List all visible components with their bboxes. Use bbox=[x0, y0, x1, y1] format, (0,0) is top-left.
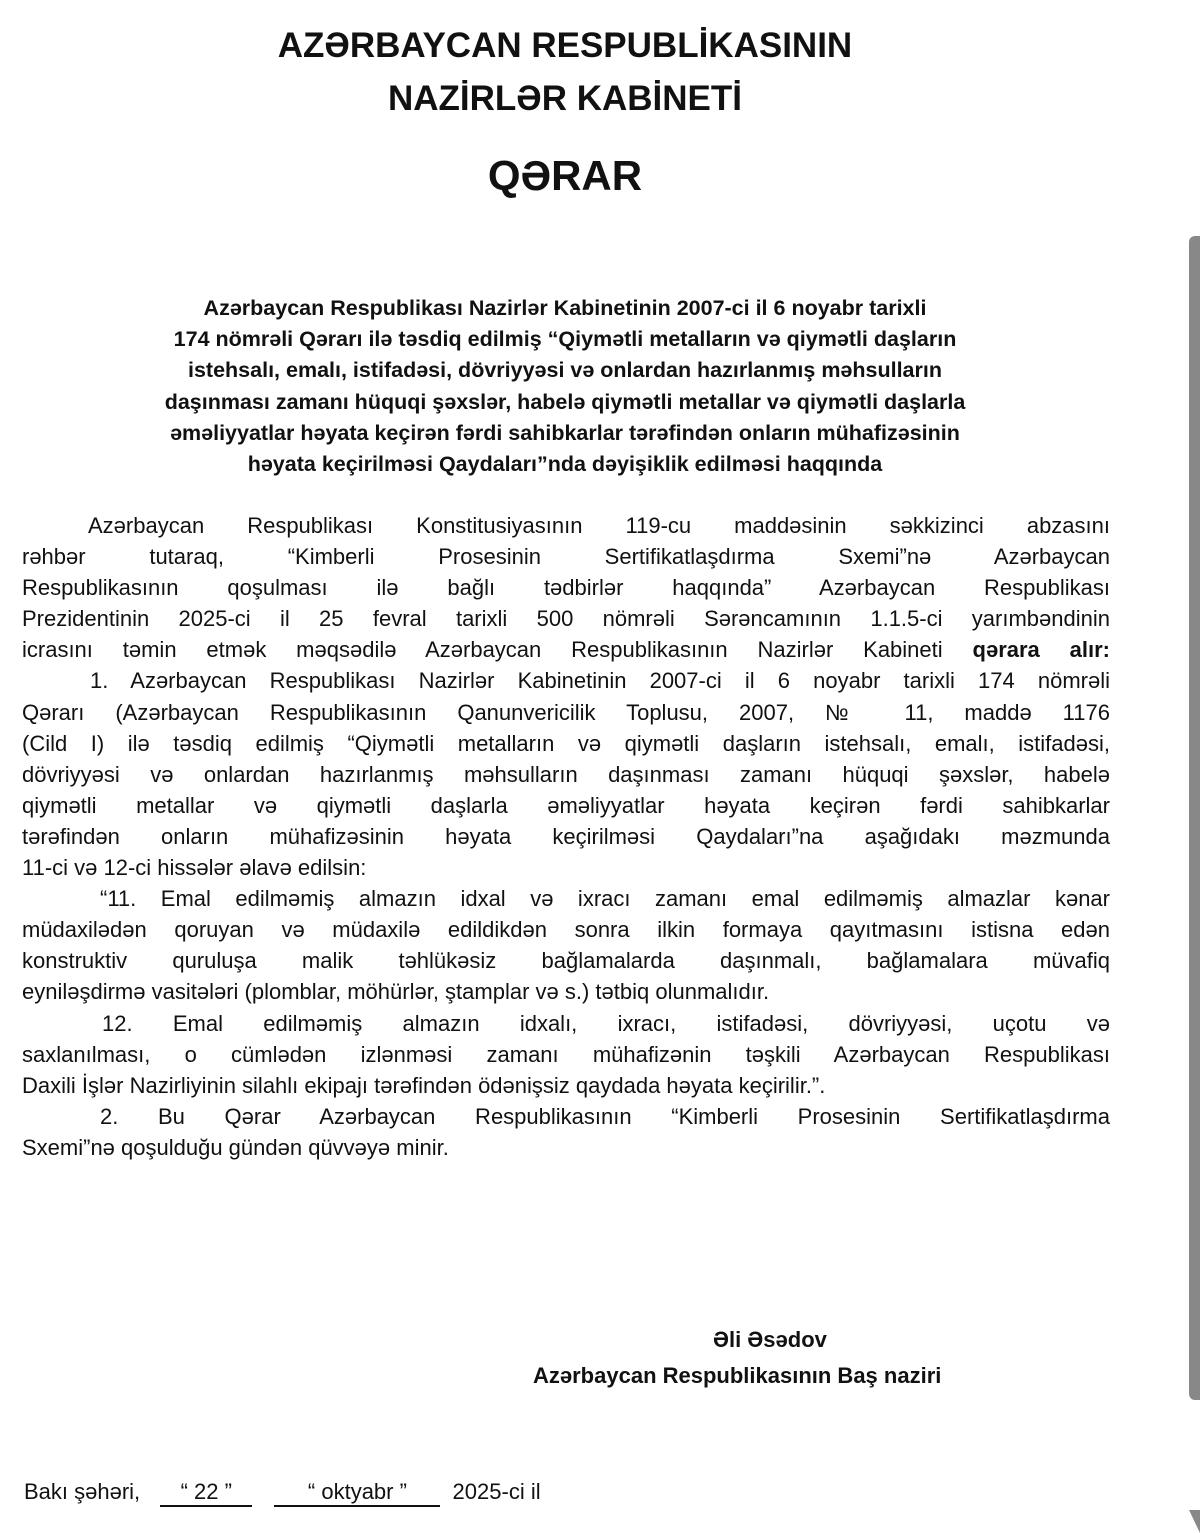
clause-11-line: konstruktiv quruluşa malik təhlükəsiz bağlamalarda daşınmalı, bağlamalara müvafiq bbox=[22, 948, 1110, 974]
document-body bbox=[22, 510, 1110, 1163]
subject-line: istehsalı, emalı, istifadəsi, dövriyyəsi və onlardan hazırlanmış məhsulların bbox=[188, 358, 942, 383]
item-1-line: tərəfindən onların mühafizəsinin həyata keçirilməsi Qaydaları”na aşağıdakı məzmunda bbox=[22, 823, 1110, 849]
date-month: “ oktyabr ” bbox=[274, 1479, 440, 1507]
clause-12-line: 12. Emal edilməmiş almazın idxalı, ixracı, istifadəsi, dövriyyəsi, uçotu və bbox=[102, 1010, 1110, 1036]
clause-11-line: müdaxilədən qoruyan və müdaxilə edildikdən sonra ilkin formaya qayıtmasını istisna edən bbox=[22, 917, 1110, 943]
subject-line: əməliyyatlar həyata keçirən fərdi sahibkarlar tərəfindən onların mühafizəsinin bbox=[170, 420, 960, 445]
item-2-line: Sxemi”nə qoşulduğu gündən qüvvəyə minir. bbox=[22, 1134, 449, 1160]
item-1-line: dövriyyəsi və onlardan hazırlanmış məhsulların daşınması zamanı hüquqi şəxslər, habelə bbox=[22, 761, 1110, 787]
preamble-line: Respublikasının qoşulması ilə bağlı tədbirlər haqqında” Azərbaycan Respublikası bbox=[22, 575, 1110, 601]
clause-12-line: Daxili İşlər Nazirliyinin silahlı ekipajı tərəfindən ödənişsiz qaydada həyata keçirilir.”. bbox=[22, 1072, 826, 1098]
item-2-line: 2. Bu Qərar Azərbaycan Respublikasının “Kimberli Prosesinin Sertifikatlaşdırma bbox=[100, 1103, 1110, 1129]
subject-line: Azərbaycan Respublikası Nazirlər Kabinetinin 2007-ci il 6 noyabr tarixli bbox=[203, 296, 927, 320]
document-type: QƏRAR bbox=[487, 152, 643, 199]
preamble-line: icrasını təmin etmək məqsədilə Azərbaycan Respublikasının Nazirlər Kabineti bbox=[22, 637, 943, 663]
scrollbar-thumb[interactable] bbox=[1189, 236, 1200, 1400]
scroll-down-arrow-icon[interactable] bbox=[1189, 1510, 1200, 1533]
item-1-line: 11-ci və 12-ci hissələr əlavə edilsin: bbox=[22, 855, 367, 881]
clause-11-line: eyniləşdirmə vasitələri (plomblar, möhürlər, ştamplar və s.) tətbiq olunmalıdır. bbox=[22, 979, 770, 1005]
item-1-line: 1. Azərbaycan Respublikası Nazirlər Kabinetinin 2007-ci il 6 noyabr tarixli 174 nömrəli bbox=[90, 668, 1110, 694]
item-1-line: qiymətli metallar və qiymətli daşlarla əməliyyatlar həyata keçirən fərdi sahibkarlar bbox=[22, 792, 1110, 818]
title-line-2: NAZİRLƏR KABİNETİ bbox=[388, 79, 742, 118]
item-1-line: (Cild I) ilə təsdiq edilmiş “Qiymətli metalların və qiymətli daşların istehsalı, emalı, istifadəsi, bbox=[22, 730, 1110, 756]
preamble-line: rəhbər tutaraq, “Kimberli Prosesinin Sertifikatlaşdırma Sxemi”nə Azərbaycan bbox=[22, 544, 1110, 570]
signatory-position: Azərbaycan Respublikasının Baş naziri bbox=[533, 1363, 942, 1388]
preamble-line: Prezidentinin 2025-ci il 25 fevral tarixli 500 nömrəli Sərəncamının 1.1.5-ci yarımbəndinin bbox=[22, 606, 1110, 632]
clause-11-line: “11. Emal edilməmiş almazın idxal və ixracı zamanı emal edilməmiş almazlar kənar bbox=[100, 886, 1110, 912]
signatory-name: Əli Əsədov bbox=[713, 1327, 827, 1352]
date-day: “ 22 ” bbox=[160, 1479, 252, 1507]
city: Bakı şəhəri, bbox=[24, 1479, 141, 1504]
subject-line: həyata keçirilməsi Qaydaları”nda dəyişiklik edilməsi haqqında bbox=[247, 452, 883, 477]
decision-subject bbox=[40, 293, 1090, 480]
subject-line: 174 nömrəli Qərarı ilə təsdiq edilmiş “Qiymətli metalların və qiymətli daşların bbox=[173, 327, 957, 352]
preamble-last-line bbox=[22, 634, 1110, 665]
date-line bbox=[24, 1479, 541, 1507]
decision-phrase: qərara alır: bbox=[972, 637, 1110, 663]
item-1-line: Qərarı (Azərbaycan Respublikasının Qanunvericilik Toplusu, 2007, № 11, maddə 1176 bbox=[22, 699, 1110, 725]
subject-line: daşınması zamanı hüquqi şəxslər, habelə qiymətli metallar və qiymətli daşlarla bbox=[164, 389, 966, 414]
preamble-line: Azərbaycan Respublikası Konstitusiyasının 119-cu maddəsinin səkkizinci abzasını bbox=[88, 513, 1110, 538]
title-line-1: AZƏRBAYCAN RESPUBLİKASININ bbox=[277, 26, 853, 65]
clause-12-line: saxlanılması, o cümlədən izlənməsi zamanı mühafizənin təşkili Azərbaycan Respublikası bbox=[22, 1041, 1110, 1067]
date-year: 2025-ci il bbox=[452, 1479, 541, 1504]
